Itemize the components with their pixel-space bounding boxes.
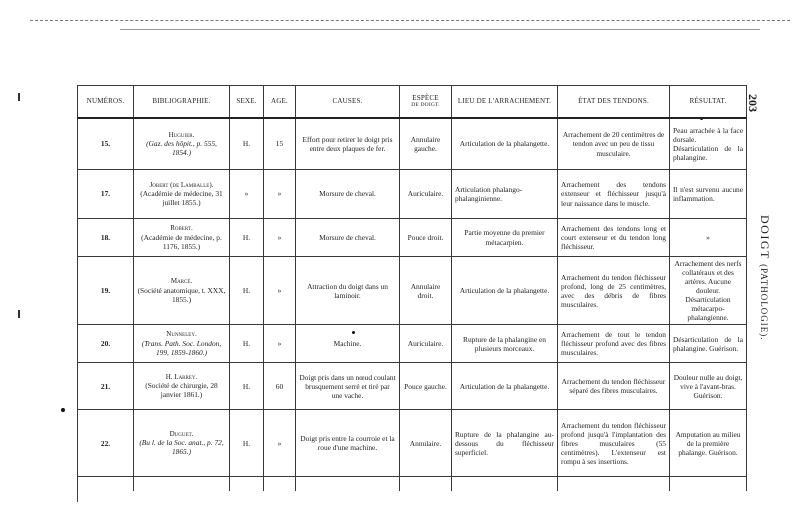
cell-causes: Doigt pris dans un nœud coulant brusquement serré et tiré par une vache. <box>296 363 400 410</box>
cell-sexe: H. <box>230 257 264 325</box>
header-espece-line1: ESPÈCE <box>412 93 439 102</box>
table-row <box>78 170 747 219</box>
cell-bibliographie <box>134 118 230 170</box>
header-espece <box>400 86 452 119</box>
cell-ref: (Académie de médecine, p. 1176, 1855.) <box>141 232 222 251</box>
cell-causes: Effort pour retirer le doigt pris entre deux plaques de fer. <box>296 118 400 170</box>
header-age: AGE. <box>264 86 296 119</box>
cell-espece: Pouce gauche. <box>400 363 452 410</box>
cell-lieu: Rupture de la phalangine en plusieurs morceaux. <box>452 325 558 363</box>
cell-resultat: Amputation au milieu de la première phalange. Guérison. <box>670 410 747 477</box>
cell-author: Jobert (de Lamballe). <box>149 180 214 189</box>
cell-age: » <box>264 325 296 363</box>
cell-empty <box>452 477 558 492</box>
cell-etat: Arrachement des tendons extenseur et fléchisseur jusqu'à leur naissance dans le muscle. <box>558 170 670 219</box>
scan-top-line <box>30 20 790 22</box>
cell-sexe: H. <box>230 325 264 363</box>
cell-bibliographie <box>134 363 230 410</box>
cell-espece: Annulaire droit. <box>400 257 452 325</box>
cell-etat: Arrachement du tendon fléchisseur séparé des fibres musculaires. <box>558 363 670 410</box>
running-head-title: DOIGT <box>758 215 772 260</box>
cell-ref: (Société de chirurgie, 28 janvier 1861.) <box>145 381 218 400</box>
page-number: 203 <box>746 94 760 112</box>
cell-age: » <box>264 410 296 477</box>
table-row <box>78 325 747 363</box>
cell-bibliographie <box>134 410 230 477</box>
cell-etat: Arrachement des tendons long et court extenseur et du tendon long fléchisseur. <box>558 219 670 257</box>
header-numeros: NUMÉROS. <box>78 86 134 119</box>
cell-etat: Arrachement du tendon fléchisseur profond, long de 25 centimètres, avec des débris de fibres musculaires. <box>558 257 670 325</box>
cell-author: Nunneley. <box>166 330 197 339</box>
header-etat: ÉTAT DES TENDONS. <box>558 86 670 119</box>
cell-empty <box>670 477 747 492</box>
cell-bibliographie <box>134 219 230 257</box>
cell-age: » <box>264 257 296 325</box>
cell-author: H. Larrey. <box>165 372 198 381</box>
cell-causes: Machine. <box>296 325 400 363</box>
running-head <box>757 215 772 341</box>
cell-empty <box>296 477 400 492</box>
cell-num: 19. <box>78 257 134 325</box>
scan-dot-mark <box>61 408 65 412</box>
cell-lieu: Articulation phalango-phalanginienne. <box>452 170 558 219</box>
cell-sexe: H. <box>230 219 264 257</box>
cell-author: Huguier. <box>168 130 195 139</box>
cell-sexe: H. <box>230 363 264 410</box>
cell-espece: Auriculaire. <box>400 170 452 219</box>
cell-age: » <box>264 170 296 219</box>
cell-resultat: Peau arrachée à la face dorsale. Désarticulation de la phalangine. <box>670 118 747 170</box>
cell-causes: Morsure de cheval. <box>296 219 400 257</box>
cell-sexe: H. <box>230 410 264 477</box>
cell-resultat: Douleur nulle au doigt, vive à l'avant-bras. Guérison. <box>670 363 747 410</box>
table-row <box>78 118 747 170</box>
cell-author: Duguet. <box>169 429 194 438</box>
cell-resultat: Désarticulation de la phalangine. Guérison. <box>670 325 747 363</box>
cell-bibliographie <box>134 170 230 219</box>
cell-empty <box>264 477 296 492</box>
cell-num: 20. <box>78 325 134 363</box>
table-row <box>78 363 747 410</box>
scan-margin-mark <box>18 93 20 101</box>
scan-top-line-2 <box>120 29 760 30</box>
cell-sexe: » <box>230 170 264 219</box>
cell-resultat: Arrachement des nerfs collatéraux et des artères. Aucune douleur. Désarticulation métacarpo-phalangienne. <box>670 257 747 325</box>
table-row <box>78 219 747 257</box>
cell-resultat: Il n'est survenu aucune inflammation. <box>670 170 747 219</box>
table-row <box>78 410 747 477</box>
cell-resultat: » <box>670 219 747 257</box>
cell-author: Marcé. <box>170 277 193 286</box>
header-espece-line2: DE DOIGT. <box>411 102 440 109</box>
cell-num: 22. <box>78 410 134 477</box>
cell-lieu: Articulation de la phalangette. <box>452 257 558 325</box>
cell-empty <box>78 477 134 492</box>
cell-num: 21. <box>78 363 134 410</box>
cell-causes: Morsure de cheval. <box>296 170 400 219</box>
cell-num: 18. <box>78 219 134 257</box>
header-sexe: SEXE. <box>230 86 264 119</box>
cell-lieu: Articulation de la phalangette. <box>452 118 558 170</box>
cell-ref: (Bu l. de la Soc. anat., p. 72, 1865.) <box>139 438 224 457</box>
cell-espece: Pouce droit. <box>400 219 452 257</box>
cell-bibliographie <box>134 325 230 363</box>
header-bibliographie: BIBLIOGRAPHIE. <box>134 86 230 119</box>
header-lieu: LIEU DE L'ARRACHEMENT. <box>452 86 558 119</box>
case-table <box>77 85 747 491</box>
cell-etat: Arrachement de 20 centimètres de tendon avec un peu de tissu musculaire. <box>558 118 670 170</box>
cell-lieu: Rupture de la phalangine au-dessous du fléchisseur superficiel. <box>452 410 558 477</box>
table-header-row <box>78 86 747 119</box>
cell-ref: (Société anatomique, t. XXX, 1855.) <box>137 285 226 304</box>
cell-age: » <box>264 219 296 257</box>
cell-age: 60 <box>264 363 296 410</box>
header-causes: CAUSES. <box>296 86 400 119</box>
header-resultat: RÉSULTAT. <box>670 86 747 119</box>
cell-etat: Arrachement de tout le tendon fléchisseur profond avec des fibres musculaires. <box>558 325 670 363</box>
cell-age: 15 <box>264 118 296 170</box>
cell-espece: Auriculaire. <box>400 325 452 363</box>
cell-causes: Attraction du doigt dans un laminoir. <box>296 257 400 325</box>
cell-num: 15. <box>78 118 134 170</box>
cell-lieu: Partie moyenne du premier métacarpien. <box>452 219 558 257</box>
scan-margin-mark <box>18 310 20 318</box>
cell-etat: Arrachement du tendon fléchisseur profond jusqu'à l'implantation des fibres musculaires (55 centimètres). L'extenseur est rompu à ses insertions. <box>558 410 670 477</box>
cell-empty <box>558 477 670 492</box>
cell-espece: Annulaire gauche. <box>400 118 452 170</box>
cell-empty <box>230 477 264 492</box>
table-row <box>78 257 747 325</box>
cell-espece: Annulaire. <box>400 410 452 477</box>
cell-causes: Doigt pris entre la courroie et la roue d'une machine. <box>296 410 400 477</box>
cell-ref: (Gaz. des hôpit., p. 555, 1854.) <box>146 139 217 158</box>
cell-empty <box>400 477 452 492</box>
cell-ref: (Académie de médecine, 31 juillet 1855.) <box>140 189 223 208</box>
running-head-subtitle: (PATHOLOGIE). <box>759 264 769 341</box>
cell-bibliographie <box>134 257 230 325</box>
cell-sexe: H. <box>230 118 264 170</box>
cell-num: 17. <box>78 170 134 219</box>
cell-author: Robert. <box>170 224 193 233</box>
cell-lieu: Articulation de la phalangette. <box>452 363 558 410</box>
cell-empty <box>134 477 230 492</box>
cell-ref: (Trans. Path. Soc. London, 199, 1859-1860.) <box>141 338 222 357</box>
table-row-continuation <box>78 477 747 492</box>
